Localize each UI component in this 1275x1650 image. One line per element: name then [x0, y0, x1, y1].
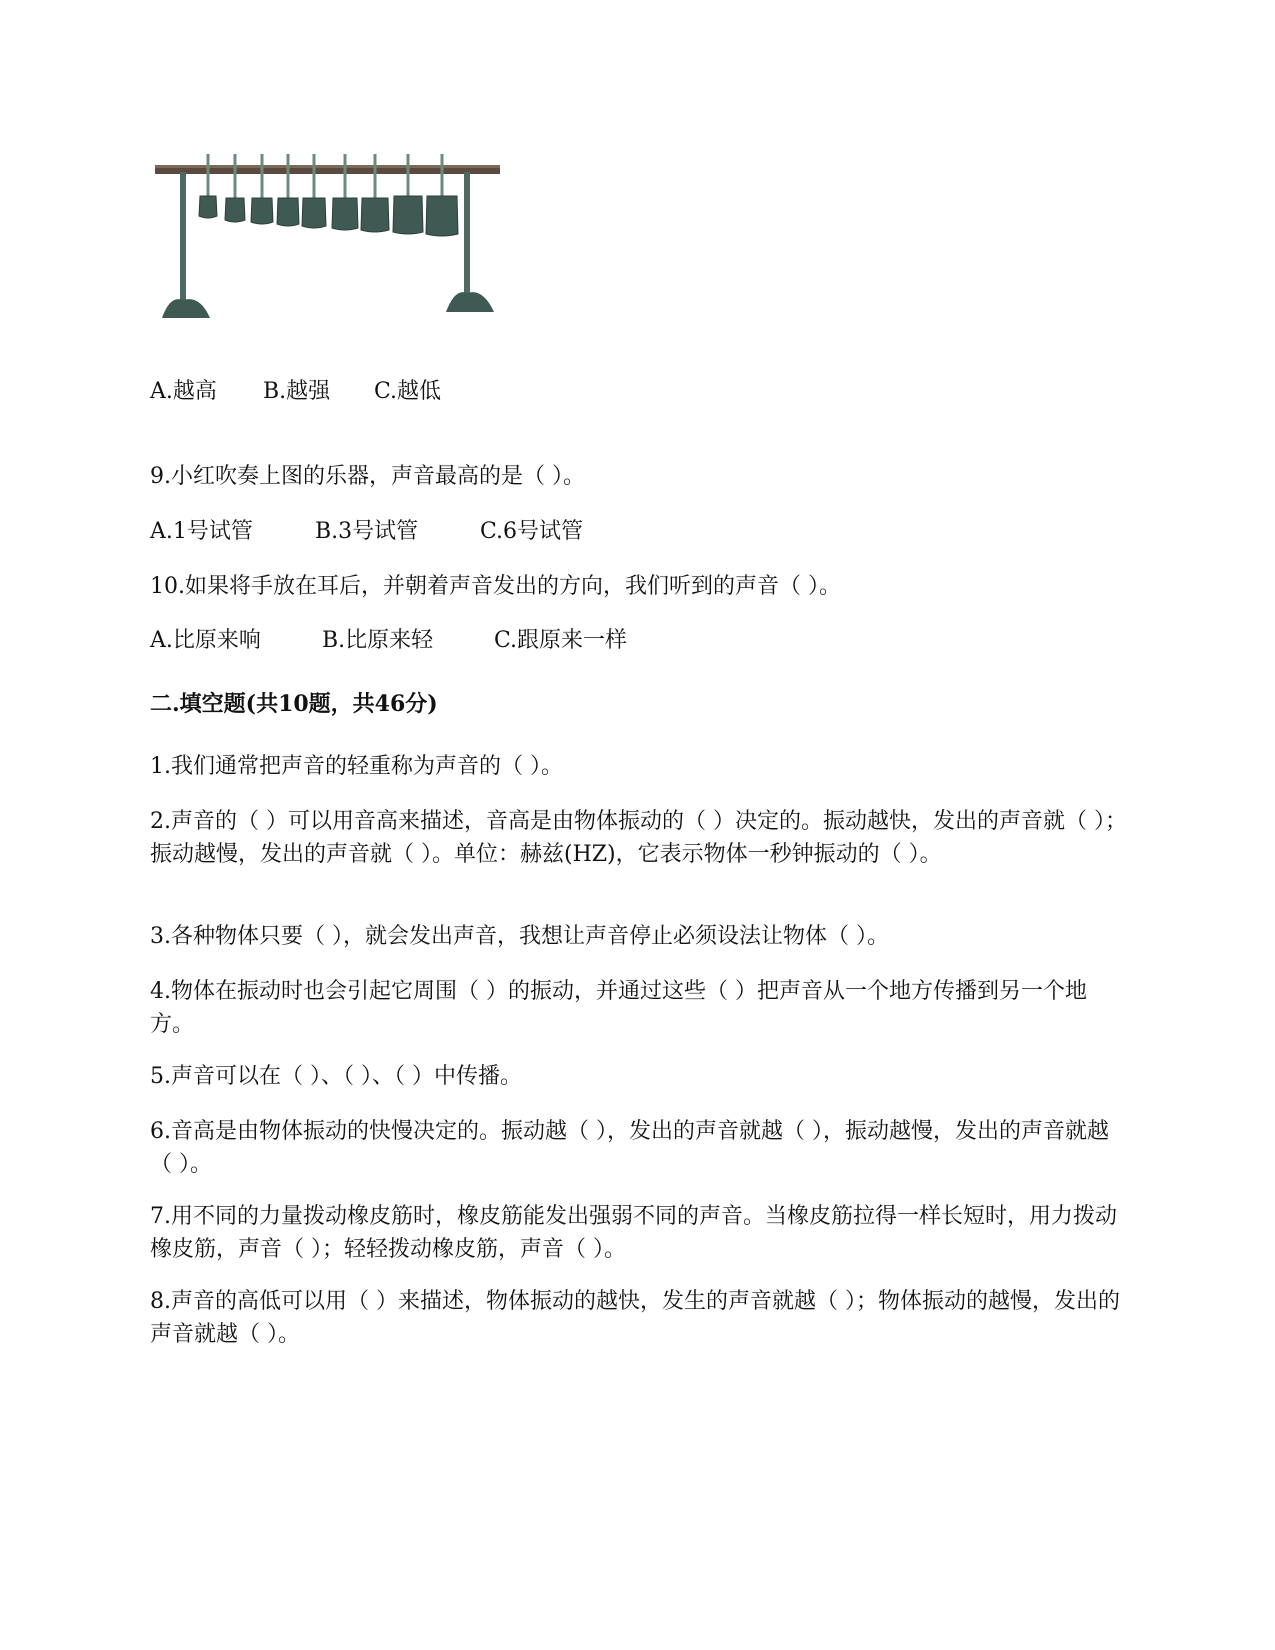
fill-item-7: 7.用不同的力量拨动橡皮筋时，橡皮筋能发出强弱不同的声音。当橡皮筋拉得一样长短时，用力拨动橡皮筋，声音（ ）；轻轻拨动橡皮筋，声音（ ）。	[150, 1204, 1117, 1262]
option-a: A.比原来响	[150, 628, 261, 653]
fill-item-8: 8.声音的高低可以用（ ）来描述，物体振动的越快，发生的声音就越（ ）；物体振动的越慢，发出的声音就越（ ）。	[150, 1289, 1120, 1347]
chime-bells-image	[150, 150, 510, 340]
bell-7	[361, 198, 389, 232]
option-b: B.越强	[263, 379, 331, 404]
option-b: B.比原来轻	[322, 628, 434, 653]
rack-post-right	[464, 172, 470, 312]
q9-question: 9.小红吹奏上图的乐器，声音最高的是（ ）。	[150, 464, 585, 489]
q10-options	[150, 624, 627, 657]
fill-item-4: 4.物体在振动时也会引起它周围（ ）的振动，并通过这些（ ）把声音从一个地方传播到另一个地方。	[150, 979, 1087, 1037]
option-b: B.3号试管	[315, 519, 419, 544]
fill-item-2: 2.声音的（ ）可以用音高来描述，音高是由物体振动的（ ）决定的。振动越快，发出的声音就（ ）；振动越慢，发出的声音就（ ）。单位：赫兹(HZ)，它表示物体一秒钟振动的（ ）。	[150, 809, 1127, 867]
fill-item-6: 6.音高是由物体振动的快慢决定的。振动越（ ），发出的声音就越（ ），振动越慢，发出的声音就越（ ）。	[150, 1119, 1109, 1177]
option-a: A.1号试管	[150, 519, 253, 544]
option-c: C.跟原来一样	[494, 628, 628, 653]
option-c: C.越低	[374, 379, 442, 404]
rack-post-left	[180, 172, 186, 312]
fill-item-1: 1.我们通常把声音的轻重称为声音的（ ）。	[150, 754, 563, 779]
bell-5	[302, 198, 326, 228]
q9-options	[150, 515, 583, 548]
bell-1	[199, 196, 217, 218]
option-a: A.越高	[150, 379, 217, 404]
fill-item-5: 5.声音可以在（ ）、（ ）、（ ）中传播。	[150, 1064, 522, 1089]
rack-base-right	[446, 292, 494, 312]
bell-4	[277, 198, 299, 226]
bell-8	[393, 196, 423, 234]
bell-9	[426, 196, 458, 236]
bell-6	[332, 198, 358, 230]
q8-options	[150, 375, 441, 408]
option-c: C.6号试管	[480, 519, 584, 544]
bell-2	[225, 198, 245, 222]
rack-base-left	[162, 299, 210, 318]
bell-3	[251, 198, 273, 224]
fill-item-3: 3.各种物体只要（ ），就会发出声音，我想让声音停止必须设法让物体（ ）。	[150, 924, 889, 949]
section-heading: 二.填空题(共10题，共46分)	[150, 691, 438, 717]
q10-question: 10.如果将手放在耳后，并朝着声音发出的方向，我们听到的声音（ ）。	[150, 574, 841, 599]
